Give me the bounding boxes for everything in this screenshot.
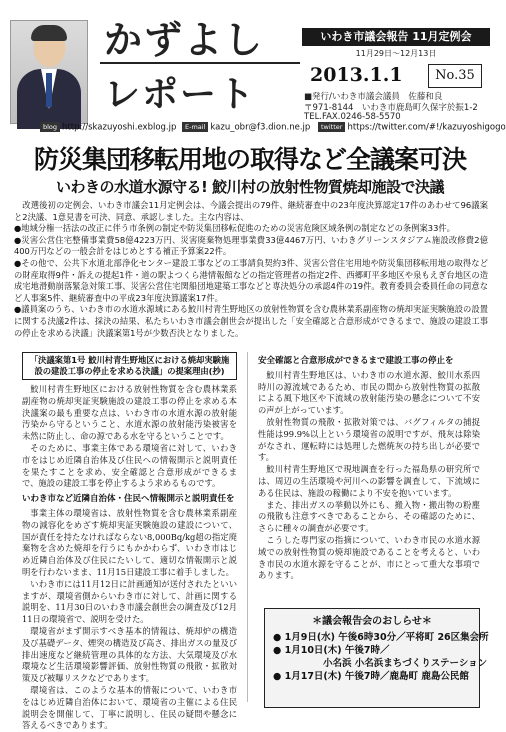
section-subhead: いわき市など近隣自治体・住民へ情報開示と説明責任を <box>22 494 235 505</box>
intro-bullet: ●議員案のうち、いわき市の水道水源域にある鮫川村青生野地区の放射性物質を含む農林業系副産物の焼却実証実験施設の設置に関する決議2件は、採決の結果、私たちいわき市議会創世会が提出した「安全確認と合意形成ができるまで、施設の建設工事の停止を求める決議」決議案第1号が少数否決となりました。 <box>14 304 488 338</box>
blog-badge: blog <box>40 122 60 132</box>
resolution-box-title: 「決議案第1号 鮫川村青生野地区における焼却実験施設の建設工事の停止を求める決議」の提案理由(抄) <box>22 352 237 380</box>
article-paragraph: また、排出ガスの挙動以外にも、搬入物・搬出物の粉塵の飛散も注意すべきであることから、その確認のために、さらに種々の調査が必要です。 <box>258 499 480 534</box>
header <box>0 0 500 140</box>
tel-fax: TEL.FAX.0246-58-5570 <box>304 112 401 122</box>
article-paragraph: こうした専門家の指摘について、いわき市民の水道水源域での放射性物質の焼却施設であることを考えると、いわき市民の水道水源を守ることが、市にとって重大な事項であります。 <box>258 534 480 581</box>
notice-item: ● 1月10日(木) 午後7時／ <box>273 645 390 656</box>
article-paragraph: そのために、事業主体である環境省に対して、いわき市をはじめ近隣自治体及び住民への情報開示と説明責任を果たすことを求め、安全確認と合意形成ができるまで、施設の建設工事を停止するよう求めるものです。 <box>22 442 237 489</box>
email-link[interactable]: kazu_obr@f3.dion.ne.jp <box>210 122 311 133</box>
twitter-link[interactable]: https://twitter.com/#!/kazuyoshigogo <box>347 122 506 133</box>
title-divider <box>100 62 300 64</box>
intro-text <box>14 200 488 339</box>
notice-item: ● 1月17日(木) 午後7時／鹿島町 鹿島公民館 <box>273 671 469 682</box>
address: 〒971-8144 いわき市鹿島町久保字於振1-2 <box>304 103 478 113</box>
main-headline: 防災集団移転用地の取得など全議案可決 <box>33 145 466 174</box>
email-badge: E-mail <box>182 122 208 132</box>
article-paragraph: 環境省がまず開示すべき基本的情報は、焼却炉の構造及び基礎データ、煙突の構造及び高さ、排出ガスの量及び排出速度など継続管理の具体的な方法、大気環境及び水環境など生活環境影響評価、放射性物質の飛散・拡散対策及び被曝リスクなどであります。 <box>22 625 237 684</box>
notice-title: ＊議会報告会のおしらせ＊ <box>312 616 432 627</box>
report-banner: いわき市議会報告 11月定例会 <box>302 28 490 46</box>
section-subhead: 安全確認と合意形成ができるまで建設工事の停止を <box>258 356 454 366</box>
author-photo <box>10 20 88 124</box>
article-paragraph: 鮫川村青生野地区は、いわき市の水道水源、鮫川水系四時川の源流域であるため、市民の間から放射性物質の拡散による風下地区や下流域の放射能汚染の懸念について不安の声が上がっています。 <box>258 369 480 416</box>
intro-bullet: ●地域分権一括法の改正に伴う市条例の制定や防災集団移転促進のための災害危険区域条例の制定などの条例案33件。 <box>14 223 455 234</box>
notice-location: 小名浜 小名浜まちづくりステーション <box>323 658 488 669</box>
newsletter-title-line2: レポート <box>104 74 257 115</box>
publisher: ■発行/いわき市議会議員 佐藤和良 <box>304 92 443 102</box>
intro-bullet: ●その他で、公共下水道北部浄化センター建設工事などの工事請負契約3件、災害公営住宅用地や防災集団移転用地の取得などの財産取得9件・訴えの提起1件・道の駅よつくら港情報館などの指定管理者の指定2件、西郷町平多地区や泉もえぎ台地区の造成宅地滑動崩落緊急対策工事、災害公営住宅関船団地建築工事などと専決処分の承認4件の19件。教育委員会委員任命の同意など人事案5件、継続審査中の平成23年度決算議案17件。 <box>14 257 488 303</box>
article-paragraph: 鮫川村青生野地区で現地調査を行った福島県の研究所では、周辺の生活環境や河川への影響を調査して、下流域にある住民は、施設の稼働により不安を抱いています。 <box>258 464 480 498</box>
contact-links <box>0 122 506 136</box>
intro-paragraph: 改選後初の定例会、いわき市議会11月定例会は、今議会提出の79件、継続審査中の23年度決算認定17件のあわせて96議案と2決議、1意見書を可決、同意、承認しました。主な内容は、 <box>14 200 488 222</box>
column-divider <box>247 352 248 702</box>
article-paragraph: 事業主体の環境省は、放射性物質を含む農林業系副産物の減容化をめざす焼却実証実験施設の建設について、国が責任を持たなければならない8,000Bq/kg超の指定廃棄物を含めた焼却を行うにもかかわらず、いわき市はじめ近隣自治体及び住民にたいして、適切な情報開示と説明を行わないまま、11月15日建設工事に着手しました。 <box>22 507 237 577</box>
twitter-badge: twitter <box>318 122 345 132</box>
right-column <box>258 352 480 602</box>
blog-link[interactable]: http://skazuyoshi.exblog.jp <box>62 122 177 133</box>
intro-bullet: ●災害公営住宅整備事業費58億4223万円、災害廃棄物処理事業費33億4467万円、いわきグリーンスタジアム施設改修費2億400万円などの一般会計をはじめとする補正予算案22件。 <box>14 234 488 257</box>
notice-item: ● 1月9日(水) 午後6時30分／平将町 26区集会所 <box>273 632 489 643</box>
issue-number: No.35 <box>428 64 482 88</box>
sub-headline: いわきの水道水源守る! 鮫川村の放射性物質焼却施設で決議 <box>55 178 445 196</box>
article-paragraph: 環境省は、このような基本的情報について、いわき市をはじめ近隣自治体において、環境省の主催による住民説明会を開催して、丁寧に説明し、住民の疑問や懸念に答えるべきであります。 <box>22 684 237 731</box>
newsletter-title-line1: かずよし <box>104 18 265 62</box>
issue-date: 2013.1.1 <box>310 64 403 86</box>
article-paragraph: 鮫川村青生野地区における放射性物質を含む農林業系副産物の焼却実証実験施設の建設工事の停止を求める本決議案の最も重要な点は、いわき市の水道水源の放射能汚染から守るということ、水道水源の放射能汚染被害を未然に防止し、命の源である水を守るということです。 <box>22 384 237 442</box>
article-paragraph: 放射性物質の飛散・拡散対策では、バグフィルタの捕捉性能は99.9%以上という環境省の説明ですが、飛灰は除染がなされ、運転時には処理した燃焼灰の持ち出しが必要です。 <box>258 416 480 463</box>
meeting-notice <box>264 608 489 708</box>
left-column <box>22 352 237 731</box>
report-period: 11月29日～12月13日 <box>355 49 437 58</box>
article-paragraph: いわき市には11月12日に計画通知が送付されたといいますが、環境省側からいわき市に対して、計画に関する説明を、11月30日のいわき市議会創世会の調査及び12月11日の環境省で、説明を受けた。 <box>22 578 237 625</box>
